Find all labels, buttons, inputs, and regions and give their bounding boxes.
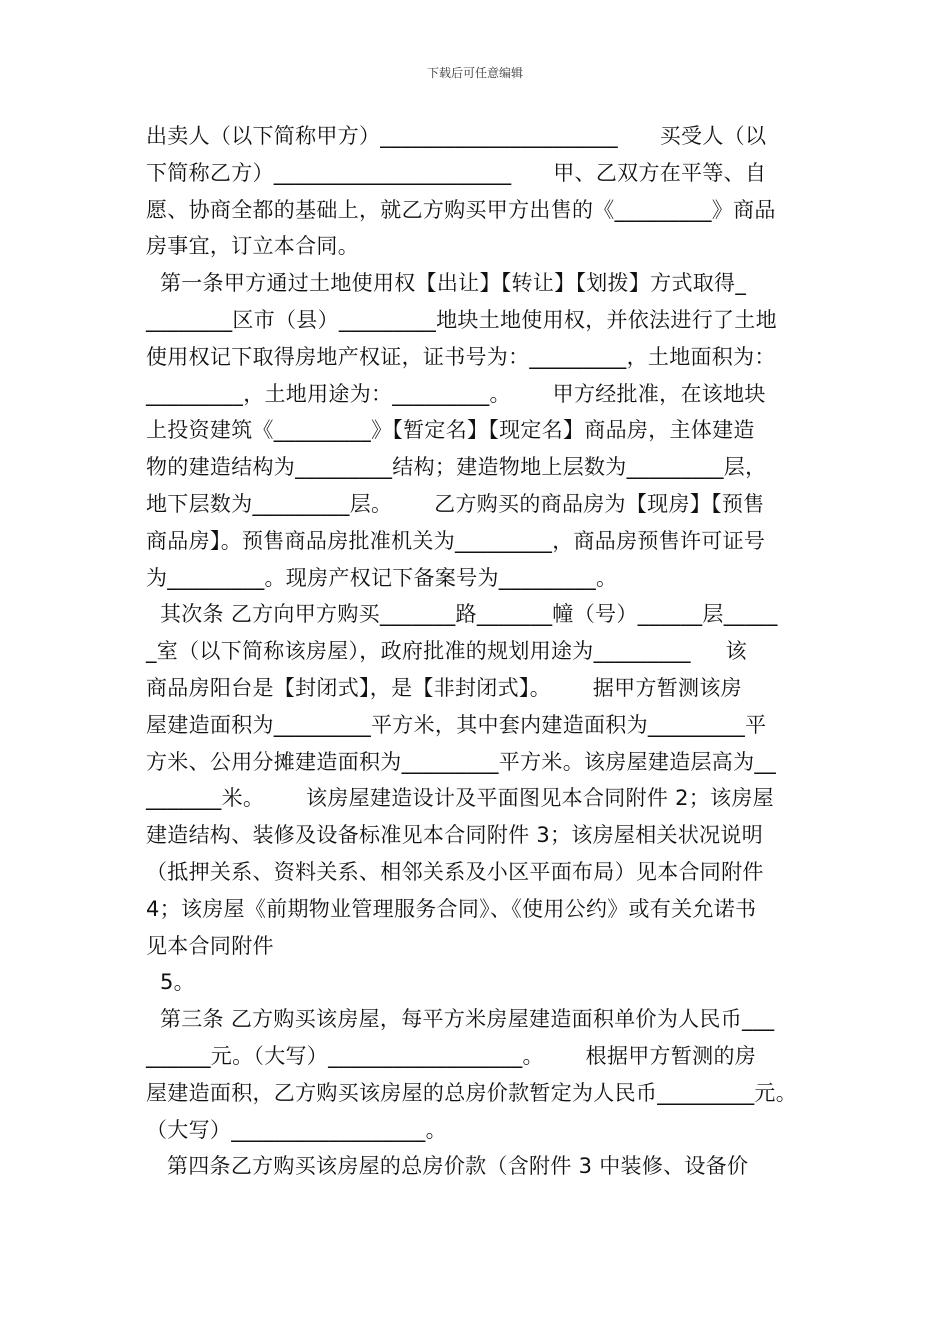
text-line: 使用权记下取得房地产权证，证书号为：_________，土地面积为： <box>146 344 776 369</box>
text-line: 屋建造面积，乙方购买该房屋的总房价款暂定为人民币_________元。 <box>146 1080 797 1105</box>
text-line: 房事宜，订立本合同。 <box>146 234 359 259</box>
text-line: ________区市（县）_________地块土地使用权，并依法进行了土地 <box>146 307 777 332</box>
text-line: 见本合同附件 <box>146 933 274 958</box>
text-line: 第四条乙方购买该房屋的总房价款（含附件 3 中装修、设备价 <box>146 1154 749 1179</box>
text-line: 屋建造面积为_________平方米，其中套内建造面积为_________平 <box>146 712 767 737</box>
text-line: （大写）__________________。 <box>146 1117 447 1142</box>
text-line: ______元。（大写）__________________。 根据甲方暂测的房 <box>146 1043 757 1068</box>
text-line: 其次条 乙方向甲方购买_______路_______幢（号）______层_____ <box>146 602 778 627</box>
text-line: 5。 <box>146 970 195 995</box>
text-line: 第一条甲方通过土地使用权【出让】【转让】【划拨】方式取得_ <box>146 271 747 296</box>
text-line: 商品房】。预售商品房批准机关为_________，商品房预售许可证号 <box>146 528 766 553</box>
text-line: 地下层数为_________层。 乙方购买的商品房为【现房】【预售 <box>146 491 765 516</box>
text-line: _______米。 该房屋建造设计及平面图见本合同附件 2；该房屋 <box>146 786 774 811</box>
text-line: （抵押关系、资料关系、相邻关系及小区平面布局）见本合同附件 <box>146 859 764 884</box>
text-line: 出卖人（以下简称甲方）______________________ 买受人（以 <box>146 124 767 148</box>
text-line: 愿、协商全都的基础上，就乙方购买甲方出售的《_________》商品 <box>146 197 776 222</box>
text-line: 为_________。现房产权记下备案号为_________。 <box>146 565 618 590</box>
text-line: 下简称乙方）______________________ 甲、乙双方在平等、自 <box>146 160 767 185</box>
text-line: 商品房阳台是【封闭式】，是【非封闭式】。 据甲方暂测该房 <box>146 675 742 700</box>
text-line: 上投资建筑《_________》【暂定名】【现定名】商品房，主体建造 <box>146 418 755 443</box>
header-title: 下载后可任意编辑 <box>426 66 523 80</box>
text-line: _室（以下简称该房屋），政府批准的规划用途为_________ 该 <box>146 639 747 664</box>
text-line: 第三条 乙方购买该房屋，每平方米房屋建造面积单价为人民币___ <box>146 1007 775 1032</box>
text-line: 方米、公用分摊建造面积为_________平方米。该房屋建造层高为__ <box>146 749 776 774</box>
contract-body <box>146 118 816 1185</box>
text-line: 建造结构、装修及设备标准见本合同附件 3；该房屋相关状况说明 <box>146 823 764 848</box>
page-header <box>0 64 950 81</box>
text-line: 4；该房屋《前期物业管理服务合同》、《使用公约》或有关允诺书 <box>146 896 757 921</box>
text-line: 物的建造结构为_________结构；建造物地上层数为_________层， <box>146 455 767 480</box>
text-line: _________，土地用途为：_________。 甲方经批准，在该地块 <box>146 381 766 406</box>
